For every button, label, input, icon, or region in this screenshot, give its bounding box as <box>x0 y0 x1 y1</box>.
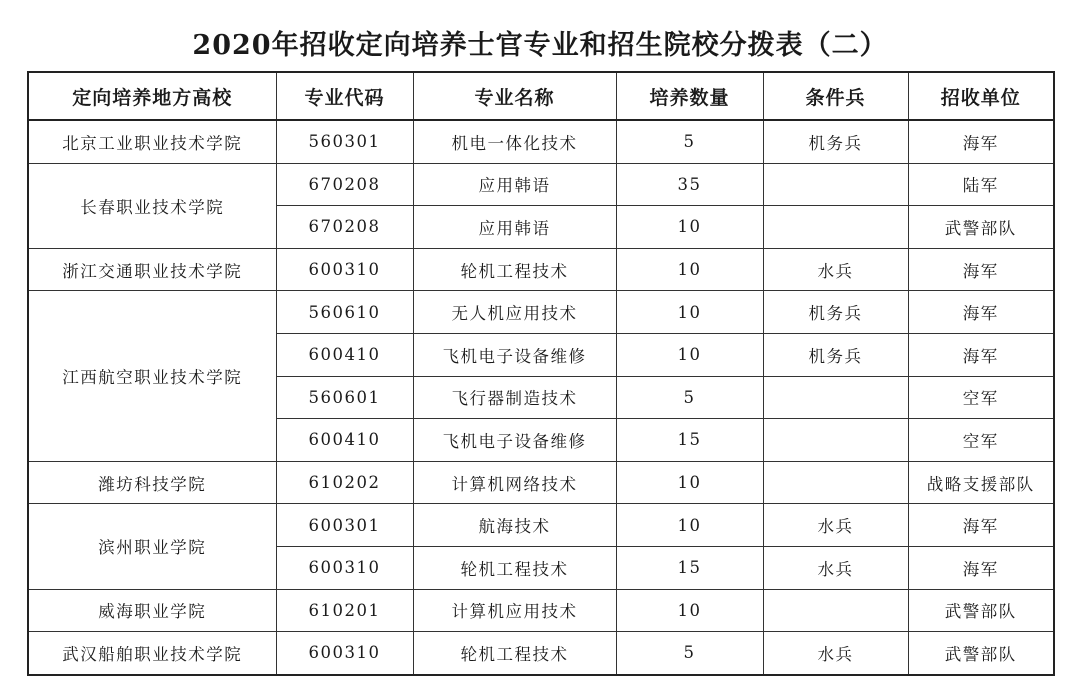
table-row <box>28 632 1054 675</box>
cell-count: 10 <box>616 248 763 291</box>
cell-count: 35 <box>616 163 763 206</box>
table-row <box>28 589 1054 632</box>
cell-unit: 海军 <box>908 291 1054 334</box>
cell-unit: 海军 <box>908 546 1054 589</box>
header-unit: 招收单位 <box>908 72 1054 120</box>
cell-condition <box>763 419 908 462</box>
cell-count: 5 <box>616 120 763 163</box>
cell-unit: 武警部队 <box>908 589 1054 632</box>
cell-count: 10 <box>616 333 763 376</box>
cell-major: 应用韩语 <box>413 163 616 206</box>
cell-unit: 武警部队 <box>908 206 1054 249</box>
header-condition: 条件兵 <box>763 72 908 120</box>
cell-code: 560601 <box>276 376 413 419</box>
cell-count: 10 <box>616 206 763 249</box>
cell-school: 北京工业职业技术学院 <box>28 120 276 163</box>
cell-condition <box>763 206 908 249</box>
cell-school: 威海职业学院 <box>28 589 276 632</box>
cell-condition: 水兵 <box>763 546 908 589</box>
cell-code: 600410 <box>276 419 413 462</box>
cell-code: 610202 <box>276 461 413 504</box>
cell-condition: 水兵 <box>763 632 908 675</box>
cell-count: 10 <box>616 461 763 504</box>
cell-major: 轮机工程技术 <box>413 248 616 291</box>
cell-unit: 战略支援部队 <box>908 461 1054 504</box>
cell-major: 飞机电子设备维修 <box>413 333 616 376</box>
cell-code: 560610 <box>276 291 413 334</box>
cell-code: 600301 <box>276 504 413 547</box>
cell-count: 5 <box>616 376 763 419</box>
cell-code: 670208 <box>276 206 413 249</box>
cell-unit: 武警部队 <box>908 632 1054 675</box>
table-row <box>28 504 1054 547</box>
cell-condition: 机务兵 <box>763 120 908 163</box>
cell-major: 机电一体化技术 <box>413 120 616 163</box>
cell-unit: 空军 <box>908 419 1054 462</box>
cell-condition <box>763 376 908 419</box>
cell-unit: 海军 <box>908 248 1054 291</box>
cell-school: 浙江交通职业技术学院 <box>28 248 276 291</box>
cell-count: 10 <box>616 589 763 632</box>
cell-condition: 机务兵 <box>763 291 908 334</box>
cell-count: 15 <box>616 546 763 589</box>
cell-unit: 陆军 <box>908 163 1054 206</box>
cell-school: 江西航空职业技术学院 <box>28 291 276 461</box>
table-row <box>28 461 1054 504</box>
cell-code: 600410 <box>276 333 413 376</box>
cell-code: 600310 <box>276 546 413 589</box>
table-body <box>28 120 1054 675</box>
cell-condition: 水兵 <box>763 504 908 547</box>
cell-condition: 水兵 <box>763 248 908 291</box>
cell-count: 5 <box>616 632 763 675</box>
cell-count: 10 <box>616 291 763 334</box>
table-row <box>28 248 1054 291</box>
cell-major: 计算机应用技术 <box>413 589 616 632</box>
cell-major: 应用韩语 <box>413 206 616 249</box>
cell-major: 无人机应用技术 <box>413 291 616 334</box>
header-count: 培养数量 <box>616 72 763 120</box>
header-code: 专业代码 <box>276 72 413 120</box>
header-school: 定向培养地方高校 <box>28 72 276 120</box>
cell-count: 10 <box>616 504 763 547</box>
cell-code: 610201 <box>276 589 413 632</box>
document-title: 2020年招收定向培养士官专业和招生院校分拨表（二） <box>192 30 888 61</box>
cell-school: 潍坊科技学院 <box>28 461 276 504</box>
cell-code: 600310 <box>276 248 413 291</box>
cell-major: 飞行器制造技术 <box>413 376 616 419</box>
table-row <box>28 120 1054 163</box>
cell-unit: 海军 <box>908 504 1054 547</box>
cell-school: 滨州职业学院 <box>28 504 276 589</box>
cell-major: 轮机工程技术 <box>413 632 616 675</box>
cell-count: 15 <box>616 419 763 462</box>
cell-code: 560301 <box>276 120 413 163</box>
cell-school: 长春职业技术学院 <box>28 163 276 248</box>
header-major: 专业名称 <box>413 72 616 120</box>
cell-major: 航海技术 <box>413 504 616 547</box>
cell-major: 飞机电子设备维修 <box>413 419 616 462</box>
cell-unit: 海军 <box>908 120 1054 163</box>
cell-code: 670208 <box>276 163 413 206</box>
cell-school: 武汉船舶职业技术学院 <box>28 632 276 675</box>
cell-unit: 空军 <box>908 376 1054 419</box>
cell-code: 600310 <box>276 632 413 675</box>
cell-condition: 机务兵 <box>763 333 908 376</box>
cell-unit: 海军 <box>908 333 1054 376</box>
table-row <box>28 163 1054 206</box>
cell-condition <box>763 589 908 632</box>
cell-major: 轮机工程技术 <box>413 546 616 589</box>
cell-condition <box>763 461 908 504</box>
allocation-table <box>27 71 1055 676</box>
cell-condition <box>763 163 908 206</box>
header-row <box>28 72 1054 120</box>
table-row <box>28 291 1054 334</box>
cell-major: 计算机网络技术 <box>413 461 616 504</box>
